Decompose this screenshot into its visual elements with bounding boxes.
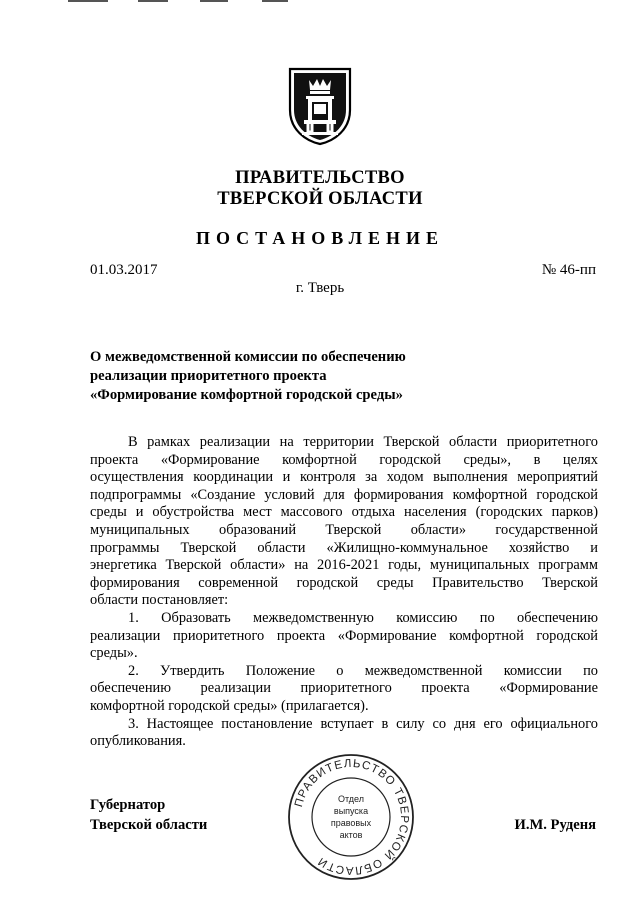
stamp-line: Отдел	[337, 794, 365, 804]
government-title-line1: ПРАВИТЕЛЬСТВО	[235, 168, 405, 188]
stamp-line: правовых	[330, 818, 372, 828]
document-date: 01.03.2017	[90, 262, 158, 278]
signatory-name: И.М. Руденя	[514, 817, 596, 833]
preamble-line: среды и обустройства мест массового отдыха населения (городских парков)	[90, 504, 598, 521]
preamble-line: осуществления координации и контроля за ходом выполнения мероприятий	[90, 469, 598, 486]
subject-line: О межведомственной комиссии по обеспечению	[90, 349, 406, 365]
subject-line: «Формирование комфортной городской среды»	[90, 387, 403, 403]
stamp-ring-text: ПРАВИТЕЛЬСТВО ТВЕРСКОЙ ОБЛАСТИ	[293, 757, 411, 877]
preamble-line: области постановляет:	[90, 592, 229, 609]
stamp-line: выпуска	[333, 806, 369, 816]
preamble-line: подпрограммы «Создание условий для формирования комфортной городской	[90, 486, 598, 503]
signatory-title	[90, 795, 207, 835]
preamble-line: В рамках реализации на территории Тверской области приоритетного	[128, 434, 598, 450]
item3-line: опубликования.	[90, 733, 186, 750]
scan-marks	[0, 0, 640, 4]
item2-line: обеспечению реализации приоритетного проекта «Формирование	[90, 680, 598, 697]
item3-line: 3. Настоящее постановление вступает в силу со дня его официального	[128, 715, 598, 732]
item1-line: реализации приоритетного проекта «Формирование комфортной городской	[90, 627, 598, 644]
document-body	[90, 434, 598, 751]
item2-line: комфортной городской среды» (прилагается).	[90, 697, 369, 714]
preamble-line: формирования современной городской среды Правительство Тверской	[90, 574, 598, 591]
document-city: г. Тверь	[295, 280, 345, 296]
item1-line: среды».	[90, 645, 138, 662]
document-subject	[90, 348, 406, 405]
document-type: ПОСТАНОВЛЕНИЕ	[195, 228, 445, 248]
item2-line: 2. Утвердить Положение о межведомственной комиссии по	[128, 662, 598, 679]
preamble-line: программы Тверской области «Жилищно-коммунальное хозяйство и	[90, 539, 598, 556]
signatory-title-line: Губернатор	[90, 797, 166, 813]
signatory-title-line: Тверской области	[90, 817, 208, 833]
government-title-line2: ТВЕРСКОЙ ОБЛАСТИ	[217, 189, 423, 209]
stamp-line: актов	[339, 830, 363, 840]
official-stamp	[286, 752, 416, 882]
preamble-line: энергетика Тверской области» на 2016-2021 годы, муниципальных программ	[90, 557, 598, 574]
subject-line: реализации приоритетного проекта	[90, 368, 327, 384]
document-number: № 46-пп	[541, 262, 596, 278]
item1-line: 1. Образовать межведомственную комиссию по обеспечению	[128, 609, 598, 626]
preamble-line: проекта «Формирование комфортной городской среды», в целях	[90, 451, 598, 468]
preamble-line: муниципальных образований Тверской области» государственной	[90, 521, 598, 538]
coat-of-arms-icon	[287, 66, 353, 146]
